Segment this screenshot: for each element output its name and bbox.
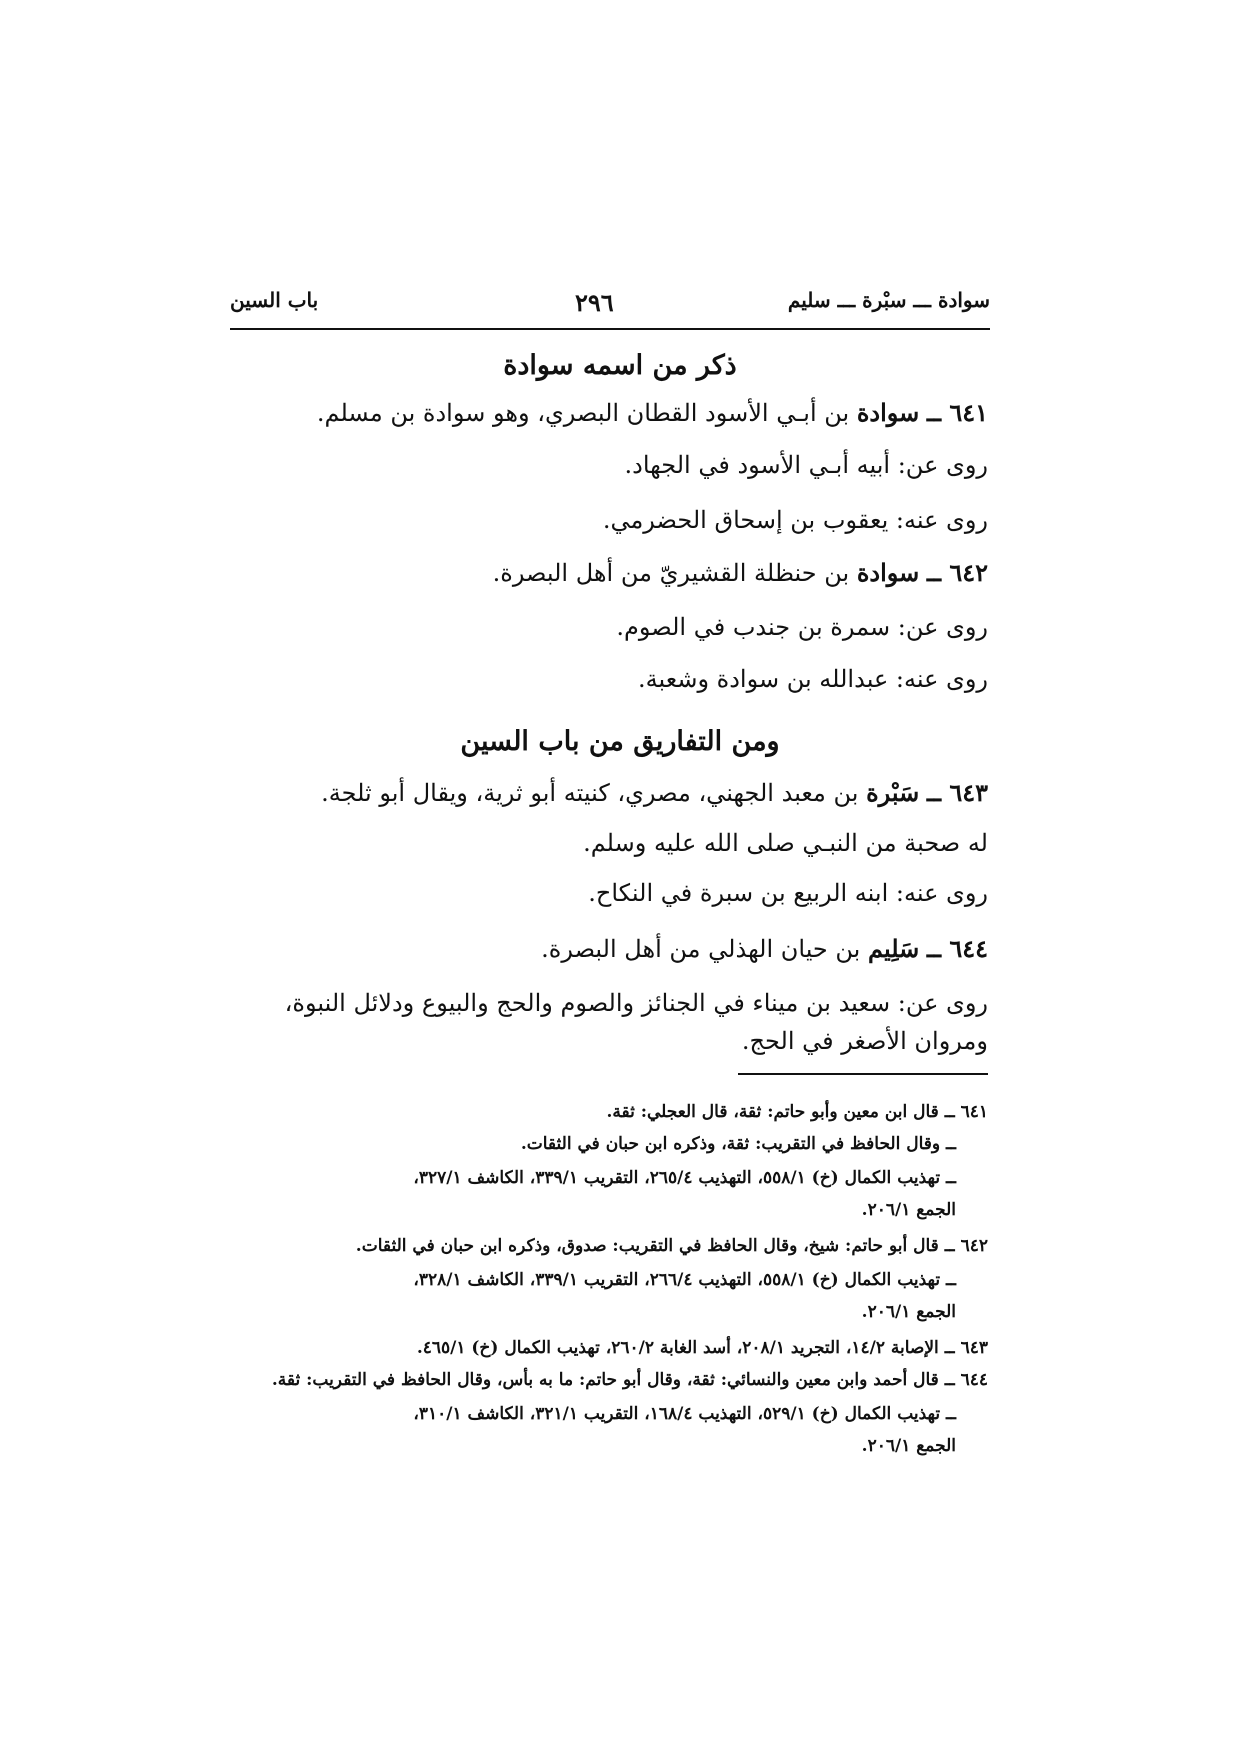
- footnote-642-sources: ــ تهذيب الكمال (خ) ٥٥٨/١، التهذيب ٢٦٦/٤، التقريب ٣٣٩/١، الكاشف ٣٢٨/١،: [413, 1270, 956, 1290]
- page-header: [230, 284, 990, 330]
- entry-643-narrated-by: روى عنه: ابنه الربيع بن سبرة في النكاح.: [588, 879, 988, 907]
- section-title-miscellaneous: ومن التفاريق من باب السين: [460, 726, 780, 757]
- entry-text: بن معبد الجهني، مصري، كنيته أبو ثرية، ويقال أبو ثلجة.: [321, 779, 859, 807]
- footnote-641-sources-cont: الجمع ٢٠٦/١.: [861, 1200, 956, 1220]
- entry-643-companion: له صحبة من النبـي صلى الله عليه وسلم.: [583, 829, 988, 857]
- footnote-642-sources-cont: الجمع ٢٠٦/١.: [861, 1302, 956, 1322]
- entry-644: [541, 932, 988, 966]
- entry-name: سوادة: [856, 558, 920, 587]
- entry-644-narrated-from: روى عن: سعيد بن ميناء في الجنائز والصوم والحج والبيوع ودلائل النبوة،: [284, 989, 988, 1017]
- footnote-641-sources: ــ تهذيب الكمال (خ) ٥٥٨/١، التهذيب ٢٦٥/٤، التقريب ٣٣٩/١، الكاشف ٣٢٧/١،: [413, 1168, 956, 1188]
- section-title-sawada: ذكر من اسمه سوادة: [503, 350, 737, 381]
- entry-name: سَلِيم: [867, 934, 920, 963]
- entry-644-narrated-from-cont: ومروان الأصغر في الحج.: [741, 1027, 988, 1055]
- entry-name: سوادة: [856, 398, 920, 427]
- entry-641: [317, 396, 988, 430]
- entry-name: سَبْرة: [866, 778, 920, 807]
- entry-text: بن أبـي الأسود القطان البصري، وهو سوادة بن مسلم.: [316, 399, 850, 427]
- footnote-644-sources: ــ تهذيب الكمال (خ) ٥٢٩/١، التهذيب ١٦٨/٤، التقريب ٣٢١/١، الكاشف ٣١٠/١،: [413, 1404, 956, 1424]
- footnote-641-grading: ٦٤١ ــ قال ابن معين وأبو حاتم: ثقة، قال العجلي: ثقة.: [606, 1102, 988, 1122]
- entry-642-narrated-by: روى عنه: عبدالله بن سوادة وشعبة.: [638, 665, 988, 693]
- entry-number: ٦٤٣ ــ: [926, 778, 988, 807]
- header-chapter: باب السين: [230, 288, 319, 312]
- entry-number: ٦٤٢ ــ: [926, 558, 988, 587]
- footnote-644-grading: ٦٤٤ ــ قال أحمد وابن معين والنسائي: ثقة، وقال أبو حاتم: ما به بأس، وقال الحافظ في التقريب: ثقة.: [271, 1370, 988, 1390]
- entry-641-narrated-from: روى عن: أبيه أبـي الأسود في الجهاد.: [624, 451, 988, 479]
- footnote-644-sources-cont: الجمع ٢٠٦/١.: [861, 1436, 956, 1456]
- entry-number: ٦٤٤ ــ: [926, 934, 988, 963]
- entry-number: ٦٤١ ــ: [926, 398, 988, 427]
- footnote-641-taqrib: ــ وقال الحافظ في التقريب: ثقة، وذكره ابن حبان في الثقات.: [520, 1134, 956, 1154]
- header-entry-names: سوادة ـــ سبْرة ـــ سليم: [787, 288, 990, 312]
- entry-641-narrated-by: روى عنه: يعقوب بن إسحاق الحضرمي.: [602, 506, 988, 534]
- entry-text: بن حنظلة القشيريّ من أهل البصرة.: [492, 559, 850, 587]
- footnote-643-sources: ٦٤٣ ــ الإصابة ١٤/٢، التجريد ٢٠٨/١، أسد الغابة ٢٦٠/٢، تهذيب الكمال (خ) ٤٦٥/١.: [416, 1338, 988, 1358]
- footnote-separator: [738, 1073, 988, 1075]
- entry-642-narrated-from: روى عن: سمرة بن جندب في الصوم.: [616, 613, 988, 641]
- footnote-642-grading: ٦٤٢ ــ قال أبو حاتم: شيخ، وقال الحافظ في التقريب: صدوق، وذكره ابن حبان في الثقات.: [355, 1236, 988, 1256]
- entry-643: [321, 776, 988, 810]
- entry-text: بن حيان الهذلي من أهل البصرة.: [541, 935, 861, 963]
- page-number: ٢٩٦: [575, 288, 614, 317]
- entry-642: [493, 556, 988, 590]
